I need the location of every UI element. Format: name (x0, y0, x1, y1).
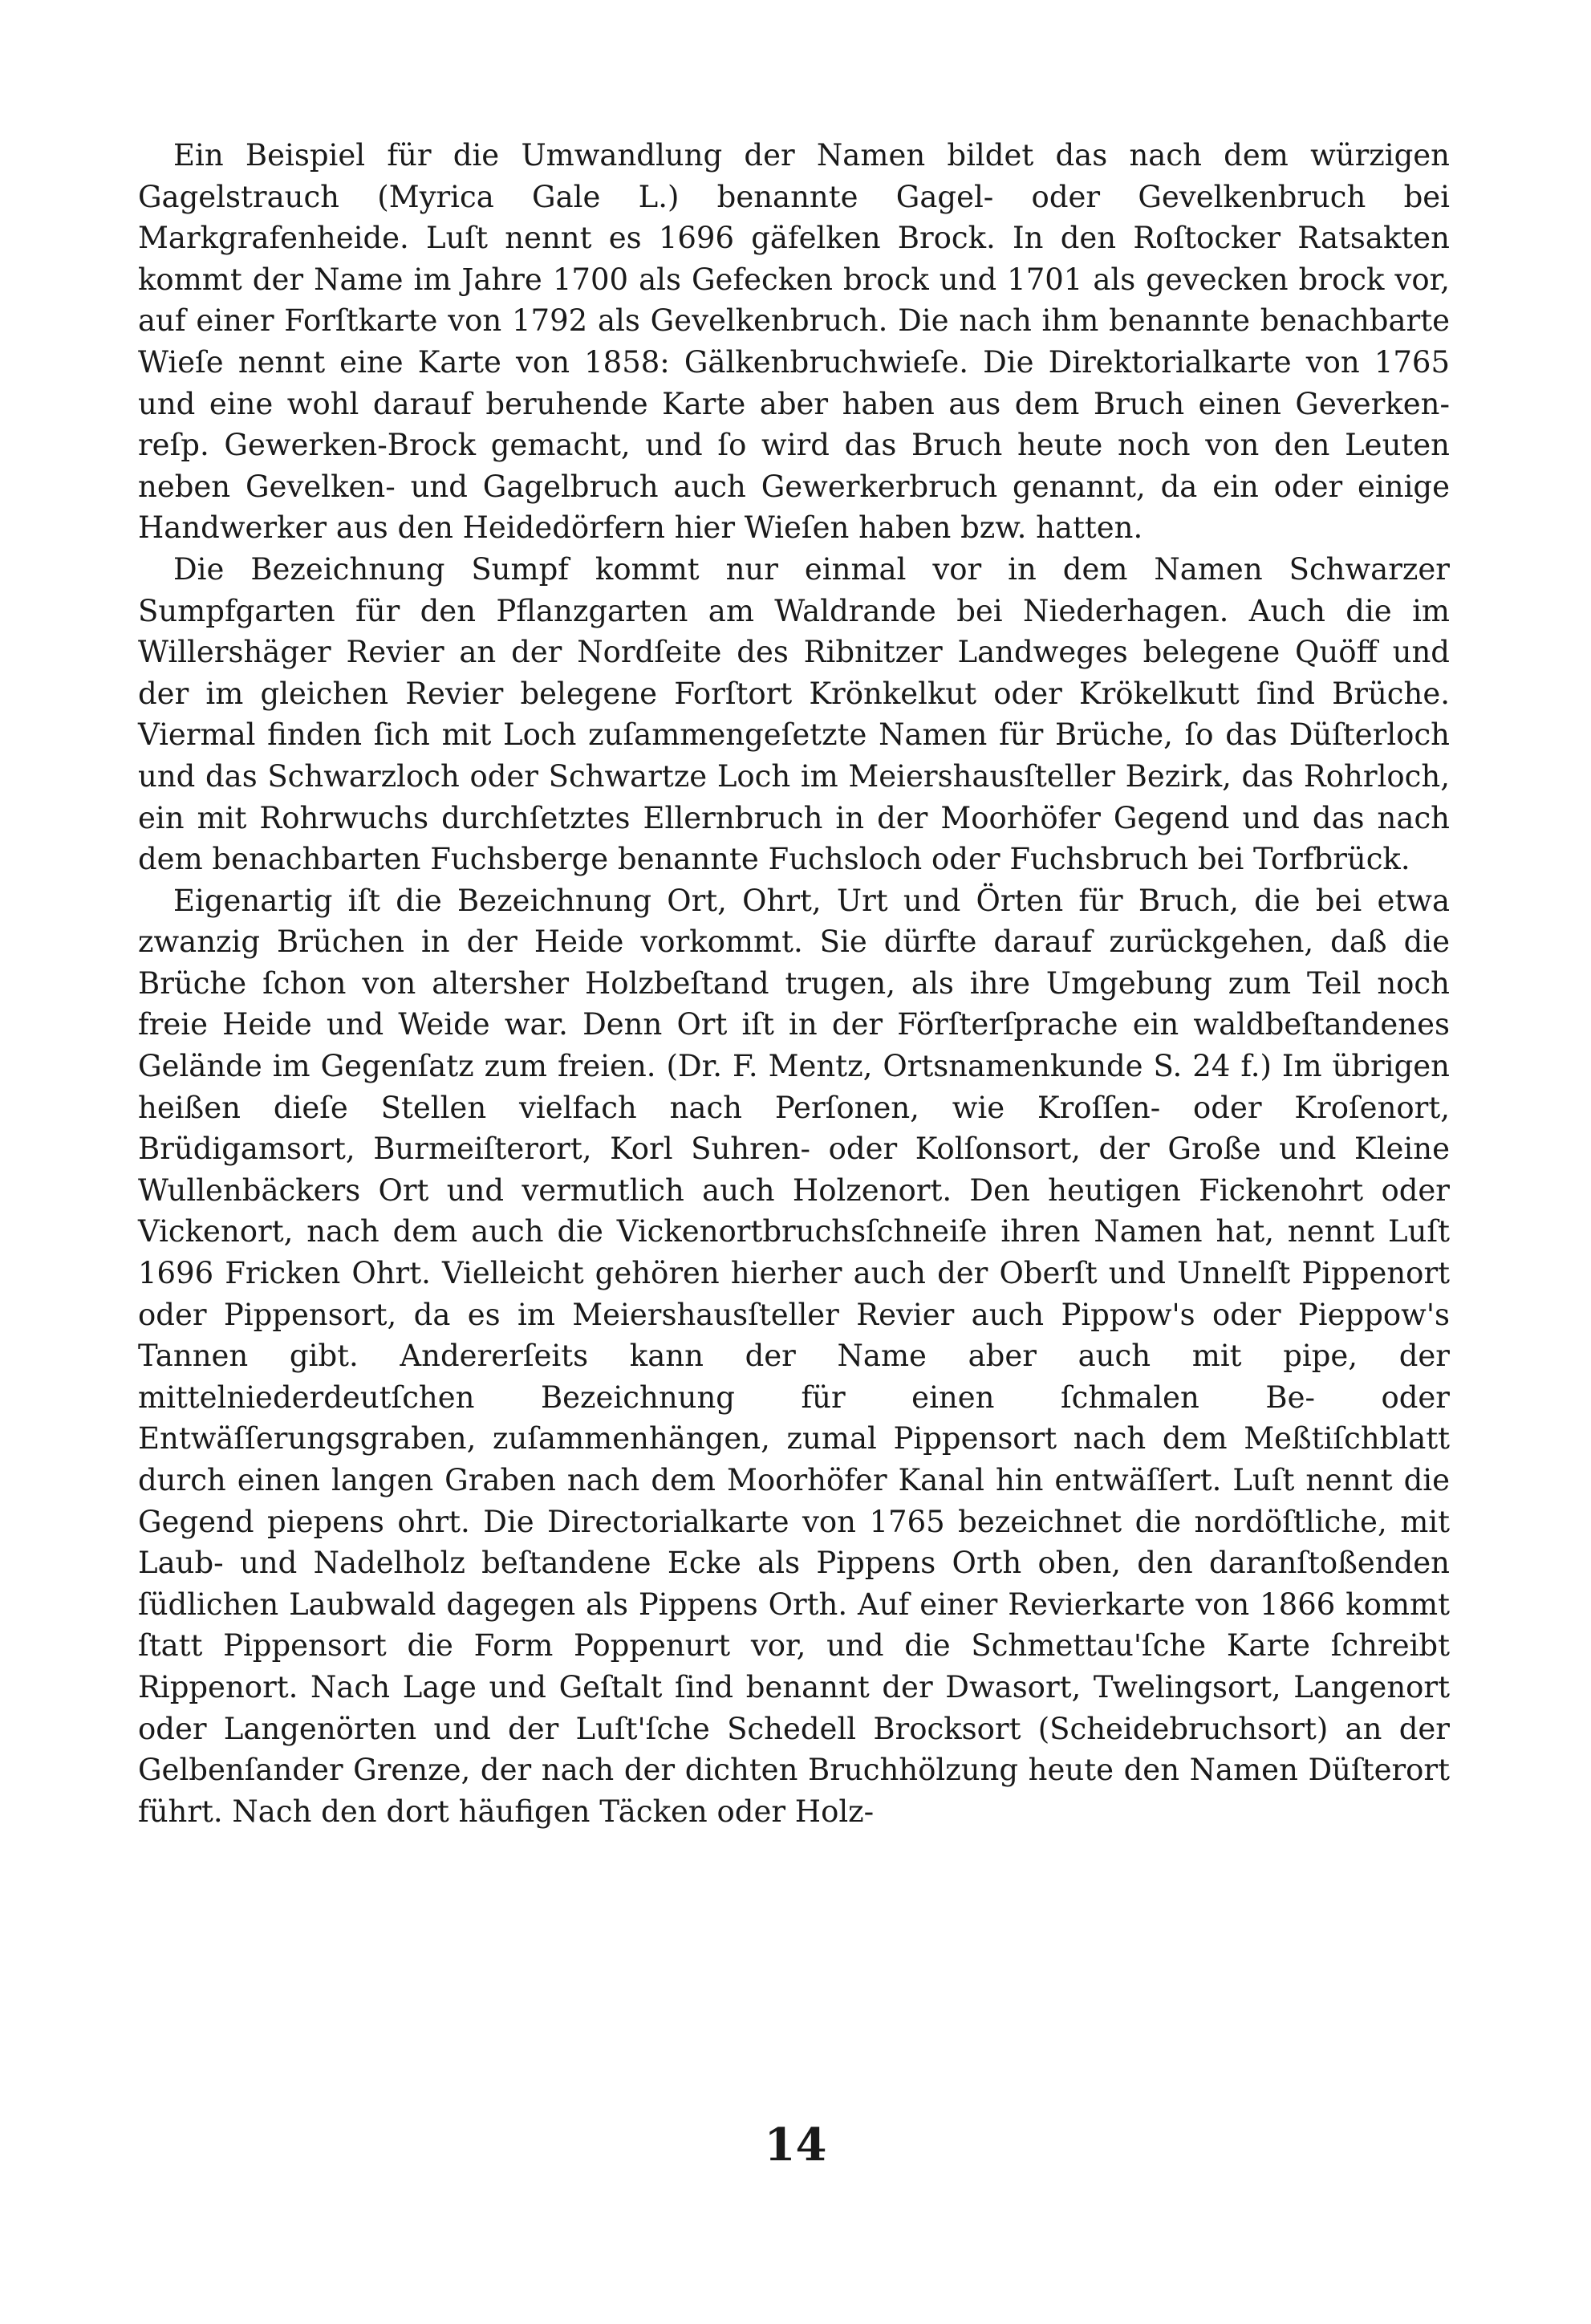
body-text (138, 135, 1450, 1832)
paragraph-gagelbruch: Ein Beispiel für die Umwandlung der Namen bildet das nach dem würzigen Gagelstrauch (Myrica Gale L.) benannte Gagel- oder Gevelkenbruch bei Markgrafenheide. Luſt nennt es 1696 gäfelken Brock. In den Roſtocker Ratsakten kommt der Name im Jahre 1700 als Gefecken brock und 1701 als gevecken brock vor, auf einer Forſtkarte von 1792 als Gevelkenbruch. Die nach ihm benannte benachbarte Wieſe nennt eine Karte von 1858: Gälkenbruchwieſe. Die Direktorialkarte von 1765 und eine wohl darauf beruhende Karte aber haben aus dem Bruch einen Geverken- reſp. Gewerken-Brock gemacht, und ſo wird das Bruch heute noch von den Leuten neben Gevelken- und Gagelbruch auch Gewerkerbruch genannt, da ein oder einige Handwerker aus den Heidedörfern hier Wieſen haben bzw. hatten. (138, 138, 1450, 546)
page-number: 14 (764, 2119, 827, 2172)
paragraph-sumpf-loch: Die Bezeichnung Sumpf kommt nur einmal vor in dem Namen Schwarzer Sumpfgarten für den Pflanzgarten am Waldrande bei Niederhagen. Auch die im Willershäger Revier an der Nordſeite des Ribnitzer Landweges belegene Quöff und der im gleichen Revier belegene Forſtort Krönkelkut oder Krökelkutt ſind Brüche. Viermal finden ſich mit Loch zuſammengeſetzte Namen für Brüche, ſo das Düſterloch und das Schwarzloch oder Schwartze Loch im Meiershausſteller Bezirk, das Rohrloch, ein mit Rohrwuchs durchſetztes Ellernbruch in der Moorhöfer Gegend und das nach dem benachbarten Fuchsberge benannte Fuchsloch oder Fuchsbruch bei Torfbrück. (138, 551, 1450, 877)
paragraph-ort-bezeichnung: Eigenartig iſt die Bezeichnung Ort, Ohrt, Urt und Örten für Bruch, die bei etwa zwanzig Brüchen in der Heide vorkommt. Sie dürfte darauf zurückgehen, daß die Brüche ſchon von altersher Holzbeſtand trugen, als ihre Umgebung zum Teil noch freie Heide und Weide war. Denn Ort iſt in der Förſterſprache ein waldbeſtandenes Gelände im Gegenſatz zum freien. (Dr. F. Mentz, Ortsnamenkunde S. 24 f.) Im übrigen heißen dieſe Stellen vielfach nach Perſonen, wie Kroſſen- oder Kroſenort, Brüdigamsort, Burmeiſterort, Korl Suhren- oder Kolſonsort, der Große und Kleine Wullenbäckers Ort und vermutlich auch Holzenort. Den heutigen Fickenohrt oder Vickenort, nach dem auch die Vickenortbruchsſchneiſe ihren Namen hat, nennt Luſt 1696 Fricken Ohrt. Vielleicht gehören hierher auch der Oberſt und Unnelſt Pippenort oder Pippensort, da es im Meiershausſteller Revier auch Pippow's oder Pieppow's Tannen gibt. Andererſeits kann der Name aber auch mit pipe, der mittelniederdeutſchen Bezeichnung für einen ſchmalen Be- oder Entwäſſerungsgraben, zuſammenhängen, zumal Pippensort nach dem Meßtiſchblatt durch einen langen Graben nach dem Moorhöfer Kanal hin entwäſſert. Luſt nennt die Gegend piepens ohrt. Die Directorialkarte von 1765 bezeichnet die nordöſtliche, mit Laub- und Nadelholz beſtandene Ecke als Pippens Orth oben, den daranſtoßenden ſüdlichen Laubwald dagegen als Pippens Orth. Auf einer Revierkarte von 1866 kommt ſtatt Pippensort die Form Poppenurt vor, und die Schmettau'ſche Karte ſchreibt Rippenort. Nach Lage und Geſtalt ſind benannt der Dwasort, Twelingsort, Langenort oder Langenörten und der Luſt'ſche Schedell Brocksort (Scheidebruchsort) an der Gelbenſander Grenze, der nach der dichten Bruchhölzung heute den Namen Düſterort führt. Nach den dort häufigen Täcken oder Holz- (138, 883, 1450, 1829)
